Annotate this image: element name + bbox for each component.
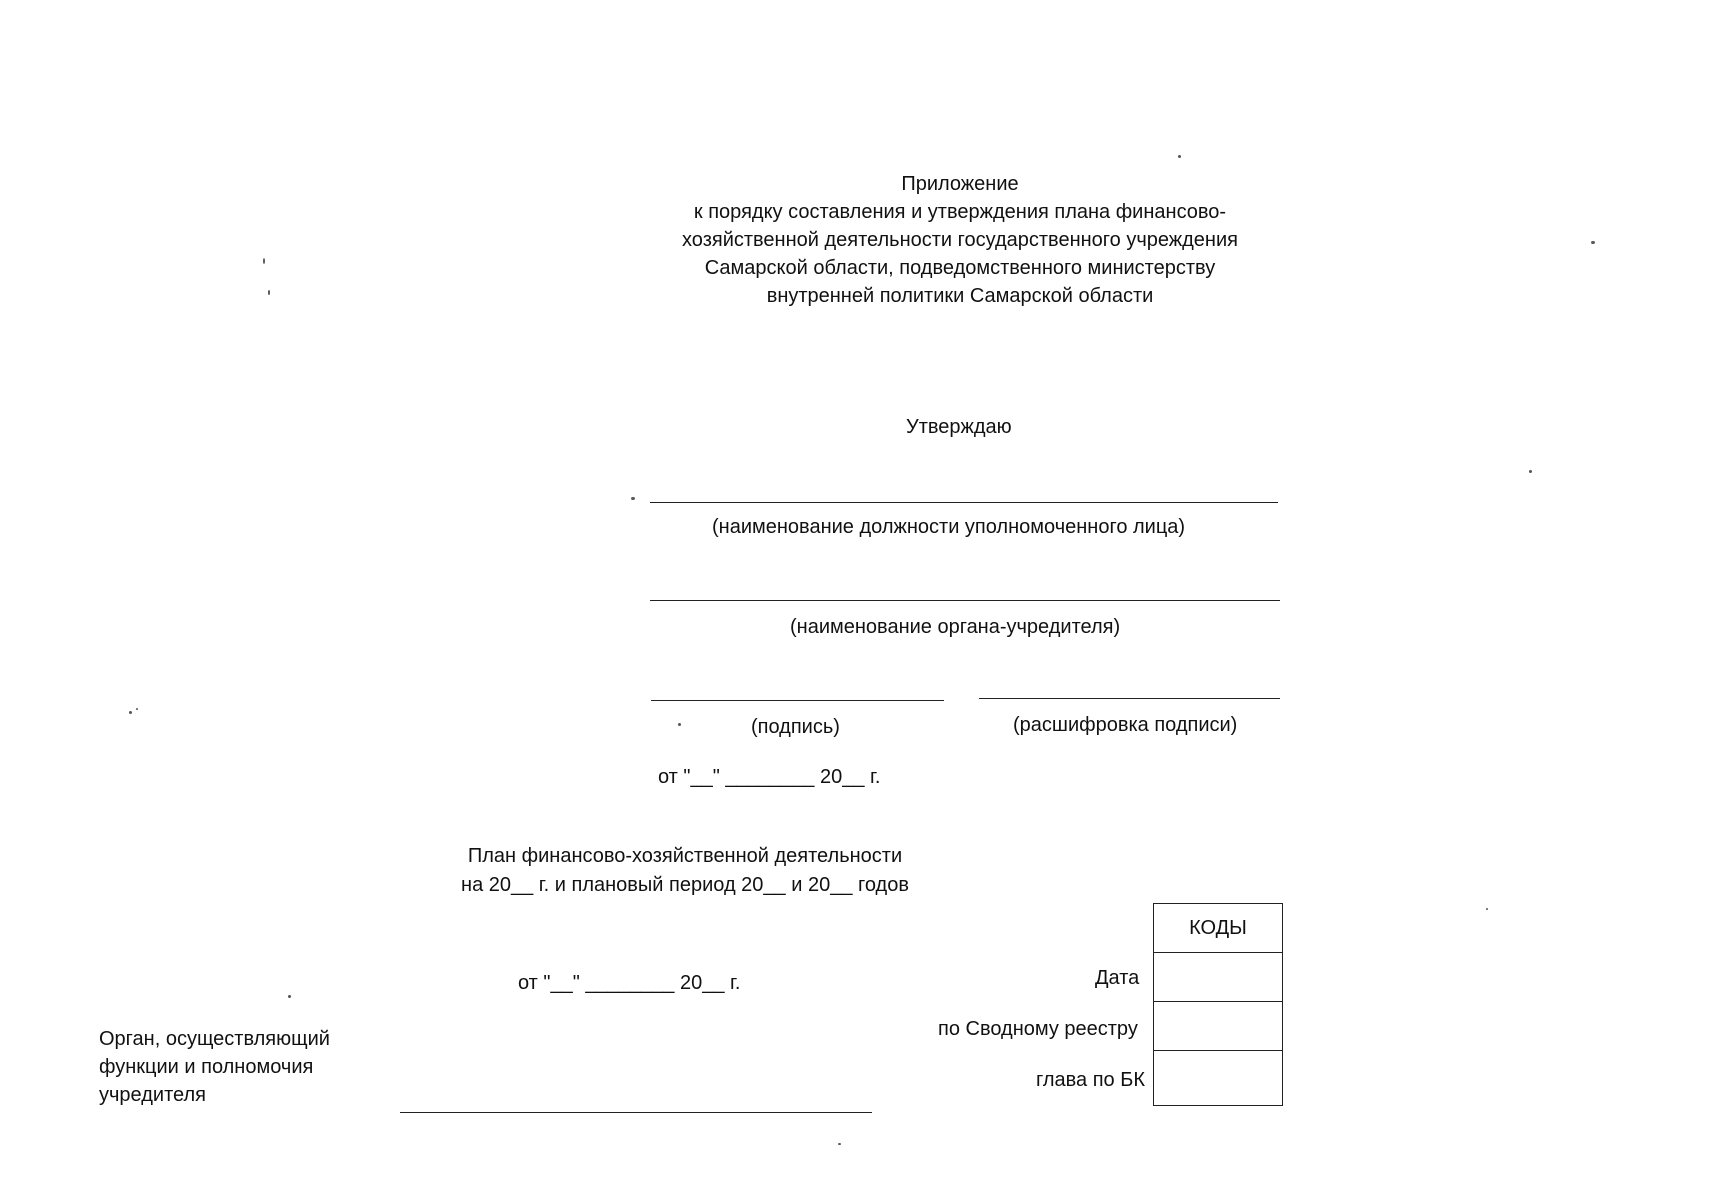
plan-title-line-2: на 20__ г. и плановый период 20__ и 20__ годов [461,874,909,896]
codes-row-label-registry: по Сводному реестру [938,1018,1138,1040]
scan-speck [631,497,635,500]
plan-title [420,842,950,900]
founder-body-line [650,600,1280,601]
approval-date: от "__" ________ 20__ г. [658,766,881,788]
appendix-line-2: к порядку составления и утверждения плана финансово- [693,201,1227,223]
scan-speck [1591,241,1595,244]
signature-caption: (подпись) [751,716,840,738]
codes-cell-date[interactable] [1154,953,1283,1002]
founder-line-2: функции и полномочия [99,1056,314,1078]
scan-speck [1178,155,1181,158]
scan-speck [1486,908,1488,910]
founder-line-3: учредителя [99,1084,206,1106]
appendix-line-5: внутренней политики Самарской области [766,285,1154,307]
founder-body-caption: (наименование органа-учредителя) [790,616,1121,638]
codes-header: КОДЫ [1154,904,1283,953]
position-caption: (наименование должности уполномоченного лица) [712,516,1186,538]
codes-row-label-bk: глава по БК [1036,1069,1146,1091]
codes-cell-bk[interactable] [1154,1051,1283,1106]
codes-cell-registry[interactable] [1154,1002,1283,1051]
appendix-header [560,170,1360,310]
scan-speck [129,711,132,714]
signature-decoding-line [979,698,1280,699]
scan-speck [263,258,265,264]
appendix-line-1: Приложение [901,173,1019,195]
signature-decoding-caption: (расшифровка подписи) [1013,714,1238,736]
founder-fill-line [400,1112,872,1113]
position-signature-line [650,502,1278,503]
plan-date: от "__" ________ 20__ г. [518,972,741,994]
codes-table [1153,903,1283,1106]
scan-speck [838,1143,841,1145]
appendix-line-3: хозяйственной деятельности государственного учреждения [682,229,1238,251]
codes-row-label-date: Дата [1095,967,1140,989]
appendix-line-4: Самарской области, подведомственного министерству [704,257,1216,279]
scan-speck [136,708,138,710]
plan-title-line-1: План финансово-хозяйственной деятельности [467,845,903,867]
scan-speck [268,290,270,295]
signature-line [651,700,944,701]
scan-speck [1529,470,1532,473]
approval-title: Утверждаю [906,416,1012,438]
scan-speck [678,723,681,726]
scan-speck [288,995,291,998]
founder-label [99,1025,330,1109]
founder-line-1: Орган, осуществляющий [99,1028,330,1050]
